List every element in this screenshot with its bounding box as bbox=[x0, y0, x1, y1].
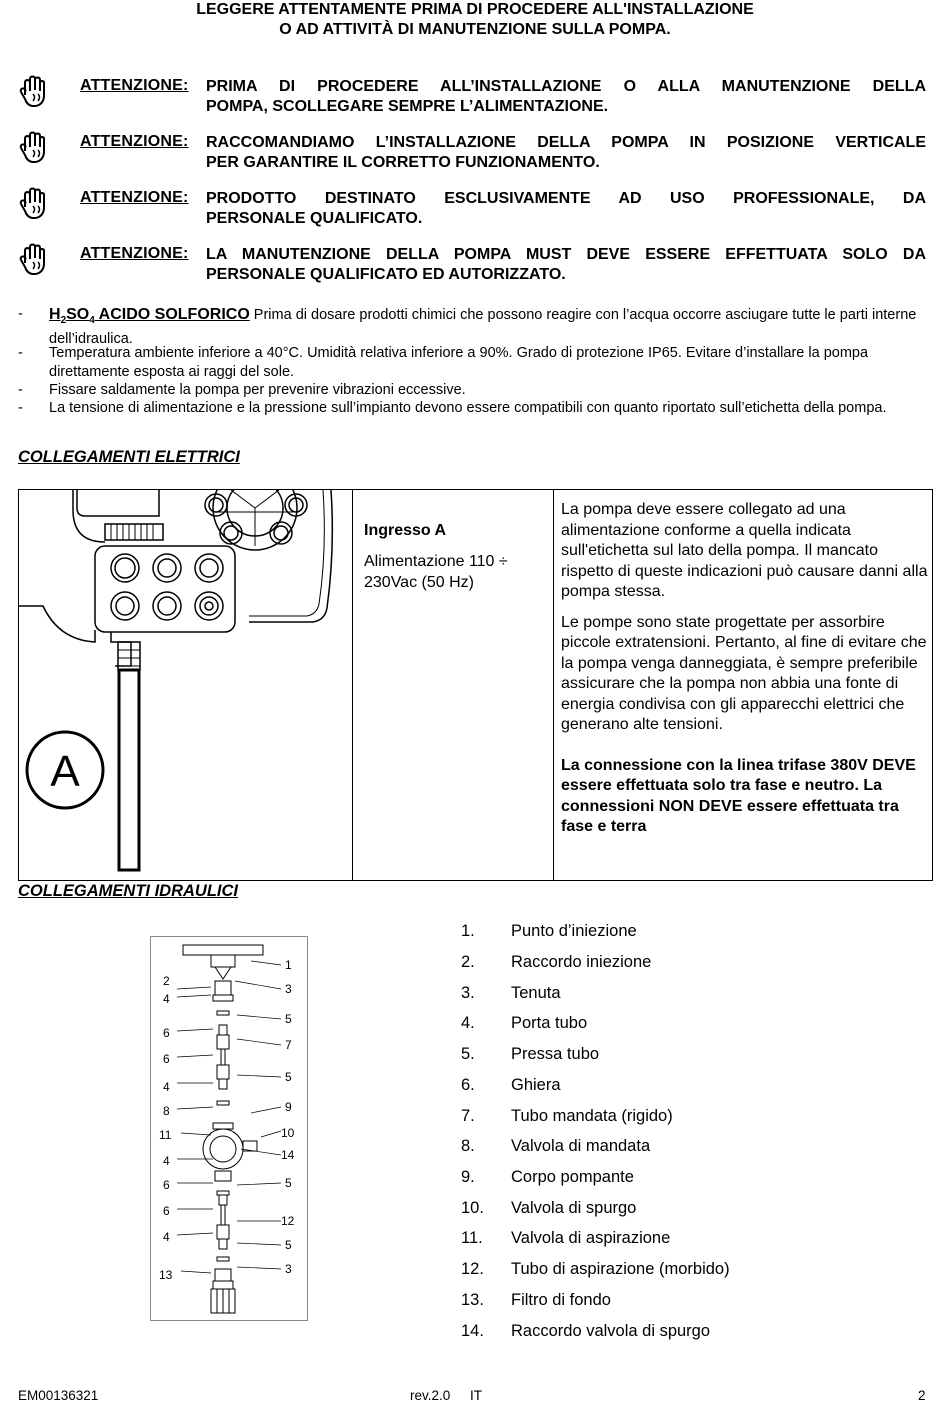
list-item: 5. Pressa tubo bbox=[461, 1045, 600, 1063]
warning-text-line-1: RACCOMANDIAMO L’INSTALLAZIONE DELLA POMPA IN POSIZIONE VERTICALE bbox=[206, 134, 926, 151]
section-title-electrical: COLLEGAMENTI ELETTRICI bbox=[18, 448, 240, 466]
diagram-label: 14 bbox=[281, 1148, 295, 1162]
list-item: 2. Raccordo iniezione bbox=[461, 953, 652, 971]
diagram-label: 4 bbox=[163, 1230, 170, 1244]
diagram-label: 8 bbox=[163, 1104, 170, 1118]
diagram-label: 1 bbox=[285, 958, 292, 972]
warning-text-line-2: PERSONALE QUALIFICATO. bbox=[206, 210, 423, 227]
hand-warning-icon bbox=[18, 243, 54, 279]
page-number: 2 bbox=[918, 1388, 926, 1403]
diagram-label: 4 bbox=[163, 1080, 170, 1094]
diagram-label: 13 bbox=[159, 1268, 173, 1282]
bullet-text: Temperatura ambiente inferiore a 40°C. Umidità relativa inferiore a 90%. Grado di protezione IP65. Evitare d’installare la pompa direttamente esposta ai raggi del sole. bbox=[49, 345, 869, 380]
marker-a: A bbox=[50, 747, 80, 796]
warning-text-line-1: PRIMA DI PROCEDERE ALL’INSTALLAZIONE O ALLA MANUTENZIONE DELLA bbox=[206, 78, 926, 95]
warning-block-3 bbox=[18, 189, 928, 245]
diagram-label: 6 bbox=[163, 1204, 170, 1218]
list-item: 13. Filtro di fondo bbox=[461, 1291, 611, 1309]
footer-code: EM00136321 bbox=[18, 1388, 99, 1403]
note-3: La connessione con la linea trifase 380V DEVE essere effettuata solo tra fase e neutro. La connessioni NON DEVE essere effettuata tra fase e terra bbox=[561, 756, 916, 835]
warning-text-line-1: PRODOTTO DESTINATO ESCLUSIVAMENTE AD USO PROFESSIONALE, DA bbox=[206, 190, 926, 207]
hand-warning-icon bbox=[18, 131, 54, 167]
input-desc: Alimentazione 110 ÷ 230Vac (50 Hz) bbox=[364, 553, 508, 591]
list-item: 7. Tubo mandata (rigido) bbox=[461, 1107, 673, 1125]
warning-label: ATTENZIONE: bbox=[80, 77, 189, 94]
diagram-label: 5 bbox=[285, 1012, 292, 1026]
bullet-text: Fissare saldamente la pompa per prevenire vibrazioni eccessive. bbox=[49, 382, 466, 398]
diagram-label: 4 bbox=[163, 1154, 170, 1168]
list-item: 14. Raccordo valvola di spurgo bbox=[461, 1322, 711, 1340]
note-1: La pompa deve essere collegato ad una alimentazione conforme a quella indicata sull'etichetta sul lato della pompa. Il mancato rispetto di queste indicazioni può causare danni alla pompa stessa. bbox=[561, 501, 928, 600]
diagram-label: 5 bbox=[285, 1238, 292, 1252]
bullet-item: - Temperatura ambiente inferiore a 40°C. Umidità relativa inferiore a 90%. Grado di protezione IP65. Evitare d’installare la pompa direttamente esposta ai raggi del sole. bbox=[18, 344, 930, 384]
hand-warning-icon bbox=[18, 187, 54, 223]
diagram-label: 2 bbox=[163, 974, 170, 988]
warning-label: ATTENZIONE: bbox=[80, 133, 189, 150]
diagram-label: 3 bbox=[285, 982, 292, 996]
hand-warning-icon bbox=[18, 75, 54, 111]
header-line-2: O AD ATTIVITÀ DI MANUTENZIONE SULLA POMPA. bbox=[279, 21, 671, 38]
list-item: 4. Porta tubo bbox=[461, 1014, 588, 1032]
warning-text-line-1: LA MANUTENZIONE DELLA POMPA MUST DEVE ESSERE EFFETTUATA SOLO DA bbox=[206, 246, 926, 263]
diagram-label: 11 bbox=[159, 1128, 172, 1142]
warning-block-2 bbox=[18, 133, 928, 189]
list-item: 9. Corpo pompante bbox=[461, 1168, 634, 1186]
list-item: 3. Tenuta bbox=[461, 984, 561, 1002]
hydraulic-diagram bbox=[150, 936, 308, 1321]
hydraulic-parts-drawing bbox=[151, 937, 307, 1320]
diagram-label: 7 bbox=[285, 1038, 292, 1052]
note-2: Le pompe sono state progettate per assorbire piccole extratensioni. Pertanto, al fine di evitare che la pompa venga danneggiata, è sempre preferibile assicurare che la pompa non abbia una fonte di energia condivisa con gli apparecchi elettrici che generano alte tensioni. bbox=[561, 613, 927, 733]
pump-connector-drawing bbox=[19, 490, 351, 880]
diagram-label: 5 bbox=[285, 1070, 292, 1084]
section-title-hydraulic: COLLEGAMENTI IDRAULICI bbox=[18, 882, 238, 900]
list-item: 11. Valvola di aspirazione bbox=[461, 1229, 671, 1247]
bullet-item: - Fissare saldamente la pompa per prevenire vibrazioni eccessive. bbox=[18, 381, 930, 401]
footer-lang: IT bbox=[470, 1388, 482, 1403]
header-line-1: LEGGERE ATTENTAMENTE PRIMA DI PROCEDERE ALL'INSTALLAZIONE bbox=[196, 1, 754, 18]
list-item: 10. Valvola di spurgo bbox=[461, 1199, 637, 1217]
diagram-label: 6 bbox=[163, 1026, 170, 1040]
electrical-notes bbox=[561, 500, 931, 838]
diagram-label: 12 bbox=[281, 1214, 295, 1228]
list-item: 1. Punto d’iniezione bbox=[461, 922, 637, 940]
bullet-item: - $H_2SO_4$ ACIDO SOLFORICO Prima di dosare prodotti chimici che possono reagire con l’acqua occorre asciugare tutte le parti interne dell’idraulica. bbox=[18, 305, 930, 345]
bullet-item: - La tensione di alimentazione e la pressione sull’impianto devono essere compatibili con quanto riportato sull’etichetta della pompa. bbox=[18, 399, 930, 439]
warning-label: ATTENZIONE: bbox=[80, 189, 189, 206]
diagram-label: 6 bbox=[163, 1052, 170, 1066]
diagram-label: 6 bbox=[163, 1178, 170, 1192]
bullet-text: $H_2SO_4$ ACIDO SOLFORICO Prima di dosare prodotti chimici che possono reagire con l’acqua occorre asciugare tutte le parti interne dell’idraulica. bbox=[49, 306, 917, 348]
diagram-label: 10 bbox=[281, 1126, 295, 1140]
input-cell bbox=[364, 520, 544, 593]
warning-block-1 bbox=[18, 77, 928, 133]
footer-rev: rev.2.0 bbox=[410, 1388, 451, 1403]
warning-text-line-2: PER GARANTIRE IL CORRETTO FUNZIONAMENTO. bbox=[206, 154, 600, 171]
list-item: 8. Valvola di mandata bbox=[461, 1137, 651, 1155]
input-title: Ingresso A bbox=[364, 522, 447, 539]
warning-text-line-2: PERSONALE QUALIFICATO ED AUTORIZZATO. bbox=[206, 266, 566, 283]
diagram-label: 5 bbox=[285, 1176, 292, 1190]
list-item: 12. Tubo di aspirazione (morbido) bbox=[461, 1260, 730, 1278]
diagram-label: 3 bbox=[285, 1262, 292, 1276]
warning-block-4 bbox=[18, 245, 928, 301]
list-item: 6. Ghiera bbox=[461, 1076, 561, 1094]
warning-text-line-2: POMPA, SCOLLEGARE SEMPRE L’ALIMENTAZIONE. bbox=[206, 98, 609, 115]
diagram-label: 9 bbox=[285, 1100, 292, 1114]
bullet-text: La tensione di alimentazione e la pressione sull’impianto devono essere compatibili con quanto riportato sull’etichetta della pompa. bbox=[49, 400, 887, 416]
diagram-label: 4 bbox=[163, 992, 170, 1006]
warning-label: ATTENZIONE: bbox=[80, 245, 189, 262]
parts-list bbox=[461, 922, 781, 1346]
